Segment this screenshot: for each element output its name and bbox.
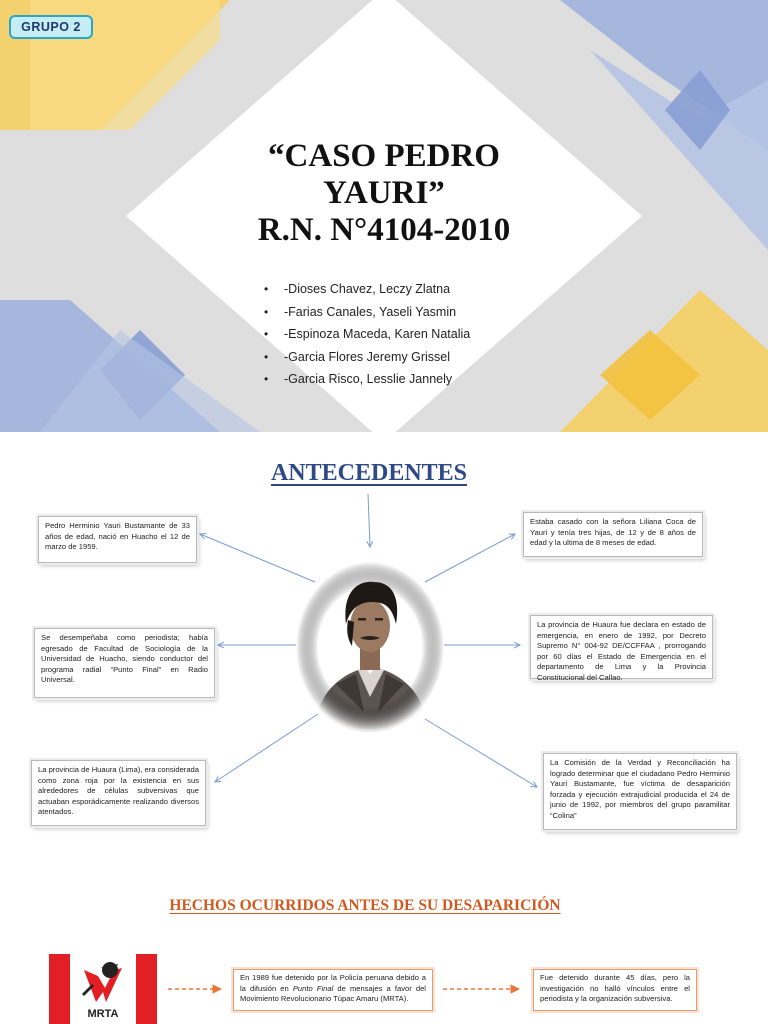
mrta-logo (49, 954, 157, 1024)
mrta-emblem-icon (70, 954, 136, 1010)
events-heading: HECHOS OCURRIDOS ANTES DE SU DESAPARICIÓN (169, 897, 561, 914)
fact-box-45-days: Fue detenido durante 45 días, pero la investigación no halló vínculos entre el periodista y la organización subversiva. (533, 969, 697, 1011)
portrait-photo (296, 562, 444, 732)
arrow-lower-right (425, 719, 537, 787)
title-line-3: R.N. N°4104-2010 (257, 212, 511, 248)
title-line-2: YAURI” (323, 175, 445, 211)
info-box-cvr: La Comisión de la Verdad y Reconciliación ha logrado determinar que el ciudadano Pedro Herminio Yauri Bustamante, fue víctima de desaparición forzada y ejecución extrajudicial producida el 24 de junio de 1992, por miembros del grupo paramilitar “Colina” (543, 753, 737, 830)
info-box-birth: Pedro Herminio Yauri Bustamante de 33 años de edad, nació en Huacho el 12 de marzo de 1959. (38, 516, 197, 563)
member-item: • -Dioses Chavez, Leczy Zlatna (262, 278, 470, 301)
arrow-top (368, 494, 370, 547)
fact-box-1989-detention (233, 969, 433, 1011)
arrow-upper-left (200, 534, 315, 582)
member-list (262, 278, 470, 391)
group-badge: GRUPO 2 (9, 15, 93, 39)
antecedentes-slide (0, 432, 768, 1024)
fact1-program-name: Punto Final (292, 983, 334, 993)
member-item: • -Garcia Risco, Lesslie Jannely (262, 368, 470, 391)
person-silhouette (296, 562, 444, 732)
member-item: • -Espinoza Maceda, Karen Natalia (262, 323, 470, 346)
mrta-logo-text: MRTA (87, 1008, 119, 1020)
info-box-red-zone: La provincia de Huaura (Lima), era considerada como zona roja por la existencia en sus alrededores de células subversivas que actuaban esporádicamente realizando diversos atentados. (31, 760, 206, 826)
antecedentes-heading: ANTECEDENTES (270, 460, 468, 486)
member-item: • -Garcia Flores Jeremy Grissel (262, 346, 470, 369)
fact1-text-after: de mensajes a favor del Movimiento Revolucionario Túpac Amaru (MRTA). (240, 983, 426, 1003)
fact1-text-before: En 1989 fue detenido por la Policía peruana debido a la difusión en (240, 973, 426, 993)
cover-slide (0, 0, 768, 432)
title-line-1: “CASO PEDRO (268, 138, 500, 174)
member-item: • -Farias Canales, Yaseli Yasmin (262, 301, 470, 324)
arrow-lower-left (215, 714, 318, 782)
arrow-upper-right (425, 534, 515, 582)
info-box-profession: Se desempeñaba como periodista; había egresado de Facultad de Sociología de la Universidad de Huacho, siendo conductor del programa radial “Punto Final” en Radio Universal. (34, 628, 215, 698)
info-box-family: Estaba casado con la señora Liliana Coca de Yauri y tenía tres hijas, de 12 y de 8 años de edad y la ultima de 8 meses de edad. (523, 512, 703, 557)
info-box-emergency: La provincia de Huaura fue declara en estado de emergencia, en enero de 1992, por Decreto Supremo N° 004-92 DE/CCFFAA , prorrogando por 60 días el Estado de Emergencia en el departamento de Lima y la Provincia Constitucional del Callao. (530, 615, 713, 679)
case-title (200, 138, 568, 249)
